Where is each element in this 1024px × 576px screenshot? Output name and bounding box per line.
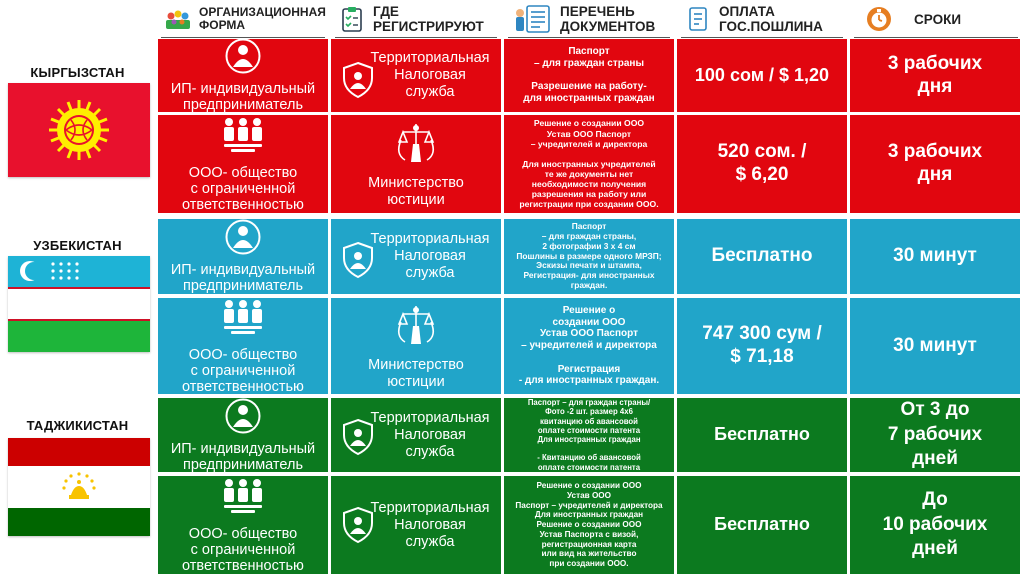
row-5-form	[158, 476, 328, 574]
row-3-form	[158, 298, 328, 394]
row-0-docs	[504, 39, 674, 112]
row-2-fee	[677, 219, 847, 294]
row-0-where	[331, 39, 501, 112]
header-fee-label: ОПЛАТА ГОС.ПОШЛИНА	[719, 4, 823, 34]
where-label: Территориальная Налоговая служба	[370, 409, 490, 460]
form-label: ООО- общество с ограниченной ответственностью	[182, 164, 304, 213]
form-label: ИП- индивидуальный предприниматель	[170, 81, 316, 112]
fee-value: Бесплатно	[711, 245, 813, 267]
term-value: 30 минут	[893, 334, 977, 356]
group-icon	[221, 477, 265, 522]
where-label: Министерство юстиции	[368, 356, 464, 390]
form-label: ООО- общество с ограниченной ответственностью	[182, 525, 304, 574]
country-name: КЫРГЫЗСТАН	[30, 65, 125, 80]
justice-icon	[391, 120, 441, 171]
term-value: 3 рабочих дня	[887, 141, 983, 185]
row-0-form	[158, 39, 328, 112]
person-icon	[225, 398, 261, 439]
row-5-where	[331, 476, 501, 574]
group-icon	[221, 116, 265, 161]
header-term-label: СРОКИ	[914, 11, 962, 27]
country-tajikistan	[0, 418, 155, 433]
person-icon	[225, 39, 261, 79]
row-3-fee	[677, 298, 847, 394]
row-1-where	[331, 115, 501, 213]
uzbekistan-flag	[8, 256, 150, 352]
document-list-icon	[512, 6, 552, 32]
fee-value: 100 сом / $ 1,20	[694, 64, 830, 85]
shield-person-icon	[341, 61, 375, 104]
where-label: Территориальная Налоговая служба	[370, 231, 490, 281]
row-2-docs	[504, 219, 674, 294]
docs-text: Решение о создании ООО Устав ООО Паспорт – учредителей и директора Для иностранных граждан Решение о создании ООО Устав Паспорта с визой, регистрационная карта или вид на жительство при создании ООО.	[515, 481, 663, 568]
row-2-where	[331, 219, 501, 294]
form-label: ООО- общество с ограниченной ответственностью	[182, 346, 304, 394]
form-label: ИП- индивидуальный предприниматель	[170, 262, 316, 294]
clipboard-check-icon	[339, 6, 365, 32]
row-5-fee	[677, 476, 847, 574]
shield-person-icon	[341, 506, 375, 549]
fee-value: 747 300 сум / $ 71,18	[702, 323, 822, 367]
justice-icon	[391, 302, 441, 353]
row-5-term	[850, 476, 1020, 574]
row-3-where	[331, 298, 501, 394]
stopwatch-icon	[866, 6, 892, 32]
docs-text: Решение о создании ООО Устав ООО Паспорт – учредителей и директора Регистрация - для иностранных граждан.	[518, 304, 660, 387]
header-form	[157, 0, 329, 38]
row-4-term	[850, 398, 1020, 472]
term-value: 30 минут	[893, 245, 977, 267]
row-2-form	[158, 219, 328, 294]
fee-value: Бесплатно	[714, 424, 810, 445]
shield-person-icon	[341, 241, 375, 284]
term-value: От 3 до 7 рабочих дней	[887, 398, 983, 470]
row-3-docs	[504, 298, 674, 394]
row-3-term	[850, 298, 1020, 394]
kyrgyzstan-flag	[8, 83, 150, 177]
row-4-docs	[504, 398, 674, 472]
form-label: ИП- индивидуальный предприниматель	[170, 440, 316, 472]
country-name: УЗБЕКИСТАН	[33, 238, 122, 253]
header-form-label: ОРГАНИЗАЦИОННАЯ ФОРМА	[199, 5, 326, 32]
world-people-icon	[165, 6, 191, 32]
where-label: Территориальная Налоговая служба	[370, 50, 490, 100]
row-5-docs	[504, 476, 674, 574]
header-where-label: ГДЕ РЕГИСТРИРУЮТ	[373, 4, 484, 34]
row-4-where	[331, 398, 501, 472]
where-label: Министерство юстиции	[368, 174, 464, 208]
docs-text: Паспорт – для граждан страны Разрешение на работу- для иностранных граждан	[523, 46, 655, 105]
group-icon	[221, 298, 265, 343]
header-docs	[504, 0, 674, 38]
where-label: Территориальная Налоговая служба	[370, 499, 490, 550]
row-1-docs	[504, 115, 674, 213]
header-fee	[677, 0, 847, 38]
row-1-term	[850, 115, 1020, 213]
row-1-fee	[677, 115, 847, 213]
term-value: До 10 рабочих дней	[882, 488, 988, 560]
docs-text: Паспорт – для граждан страны/ Фото -2 шт. размер 4х6 квитанцию об авансовой оплате стоимости патента Для иностранных граждан - Квитанцию об авансовой оплате стоимости патента	[527, 398, 651, 472]
fee-value: Бесплатно	[714, 514, 810, 535]
row-4-form	[158, 398, 328, 472]
row-1-form	[158, 115, 328, 213]
person-icon	[225, 219, 261, 260]
row-2-term	[850, 219, 1020, 294]
header-term	[850, 0, 1022, 38]
country-uzbekistan	[0, 238, 155, 253]
row-0-fee	[677, 39, 847, 112]
row-0-term	[850, 39, 1020, 112]
receipt-icon	[685, 6, 711, 32]
docs-text: Паспорт – для граждан страны, 2 фотографии 3 х 4 см Пошлины в размере одного МРЗП; Эскизы печати и штампа, Регистрация- для иностранных граждан.	[516, 220, 662, 291]
header-where	[331, 0, 501, 38]
country-name: ТАДЖИКИСТАН	[26, 418, 129, 433]
docs-text: Решение о создании ООО Устав ООО Паспорт – учредителей и директора Для иностранных учредителей те же документы нет необходимости получения разрешения на работу или регистрации при создании ООО.	[519, 118, 659, 210]
shield-person-icon	[341, 418, 375, 461]
country-kyrgyzstan	[0, 65, 155, 80]
tajikistan-flag	[8, 438, 150, 536]
term-value: 3 рабочих дня	[887, 52, 983, 97]
fee-value: 520 сом. / $ 6,20	[717, 141, 807, 185]
row-4-fee	[677, 398, 847, 472]
header-docs-label: ПЕРЕЧЕНЬ ДОКУМЕНТОВ	[560, 4, 656, 34]
